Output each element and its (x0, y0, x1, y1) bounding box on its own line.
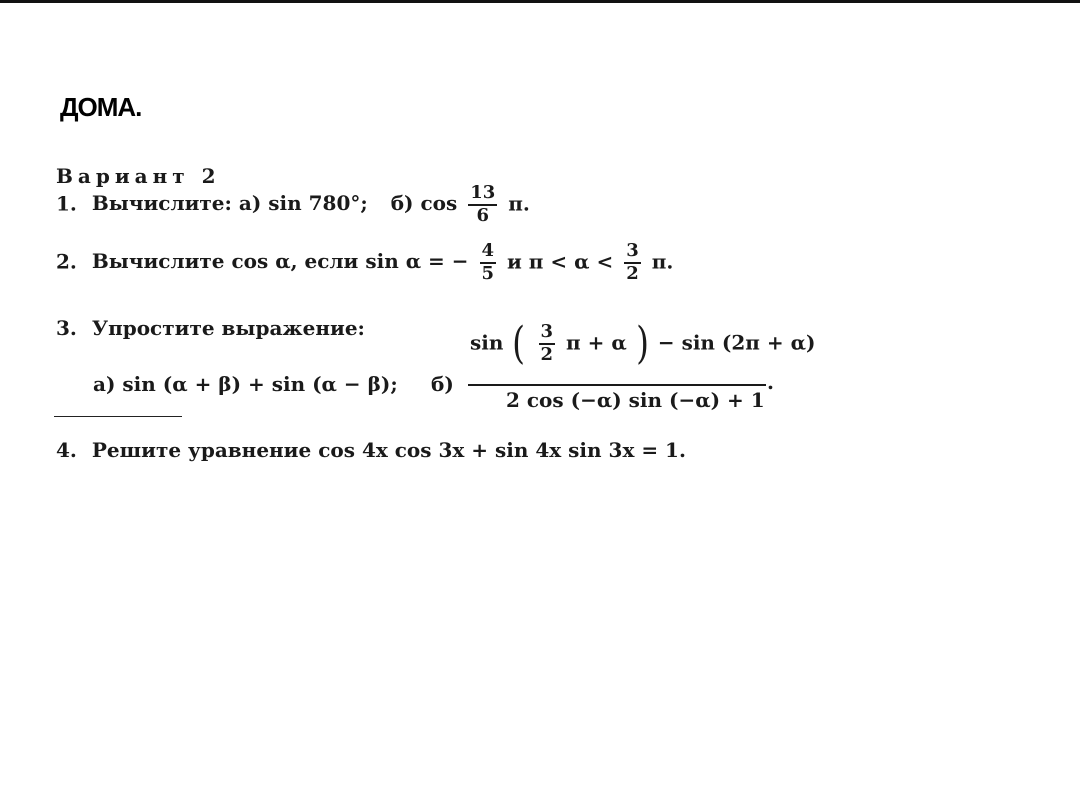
task-2-fraction-2-numerator: 3 (624, 242, 641, 264)
task-3-numerator-fraction-denominator: 2 (540, 344, 554, 365)
task-2 (56, 242, 673, 284)
task-1-fraction-numerator: 13 (468, 184, 497, 206)
task-2-text: Вычислите cos α, если sin α = − (91, 249, 469, 274)
top-border (0, 0, 1080, 3)
task-1-text: Вычислите: а) sin 780°; (91, 191, 368, 216)
divider (54, 416, 182, 417)
task-2-fraction-1 (480, 242, 497, 284)
right-paren: ) (635, 318, 649, 369)
task-4-number: 4. (56, 438, 77, 462)
task-1-fraction-denominator: 6 (476, 204, 490, 226)
task-1 (56, 184, 530, 226)
task-2-fraction-1-numerator: 4 (480, 242, 497, 264)
task-3-numerator-inner: π + α (566, 330, 627, 355)
task-2-tail: π. (651, 249, 674, 274)
task-3-part-b-label: б) (431, 372, 454, 396)
task-2-fraction-2-denominator: 2 (626, 262, 639, 284)
variant-label: Вариант 2 (56, 164, 221, 188)
task-3-numerator-tail: − sin (2π + α) (657, 330, 816, 355)
task-4-text: Решите уравнение cos 4x cos 3x + sin 4x sin 3x = 1. (91, 438, 686, 462)
left-paren: ( (512, 318, 526, 369)
task-1-number: 1. (56, 191, 77, 216)
task-1-b-label: б) cos (390, 191, 458, 216)
task-3-text: Упростите выражение: (91, 316, 365, 340)
task-3-numerator-fraction (539, 323, 556, 365)
task-1-fraction (468, 184, 497, 226)
task-2-middle: и π < α < (507, 249, 614, 274)
task-3-numerator (470, 318, 816, 369)
task-2-fraction-1-denominator: 5 (481, 262, 495, 284)
task-3-number: 3. (56, 316, 77, 340)
task-3-part-a: а) sin (α + β) + sin (α − β); (93, 372, 398, 396)
task-2-number: 2. (56, 249, 77, 274)
task-4 (56, 438, 686, 462)
task-1-tail: π. (508, 191, 530, 216)
task-2-fraction-2 (624, 242, 641, 284)
task-3-denominator: 2 cos (−α) sin (−α) + 1 (506, 388, 765, 412)
task-3-fraction-bar (468, 384, 766, 386)
task-3-numerator-sin: sin (470, 330, 504, 355)
page-title: ДОМА. (60, 92, 142, 122)
task-3-numerator-fraction-numerator: 3 (539, 323, 556, 345)
task-3-end: . (767, 370, 774, 394)
task-3-header (56, 316, 365, 340)
